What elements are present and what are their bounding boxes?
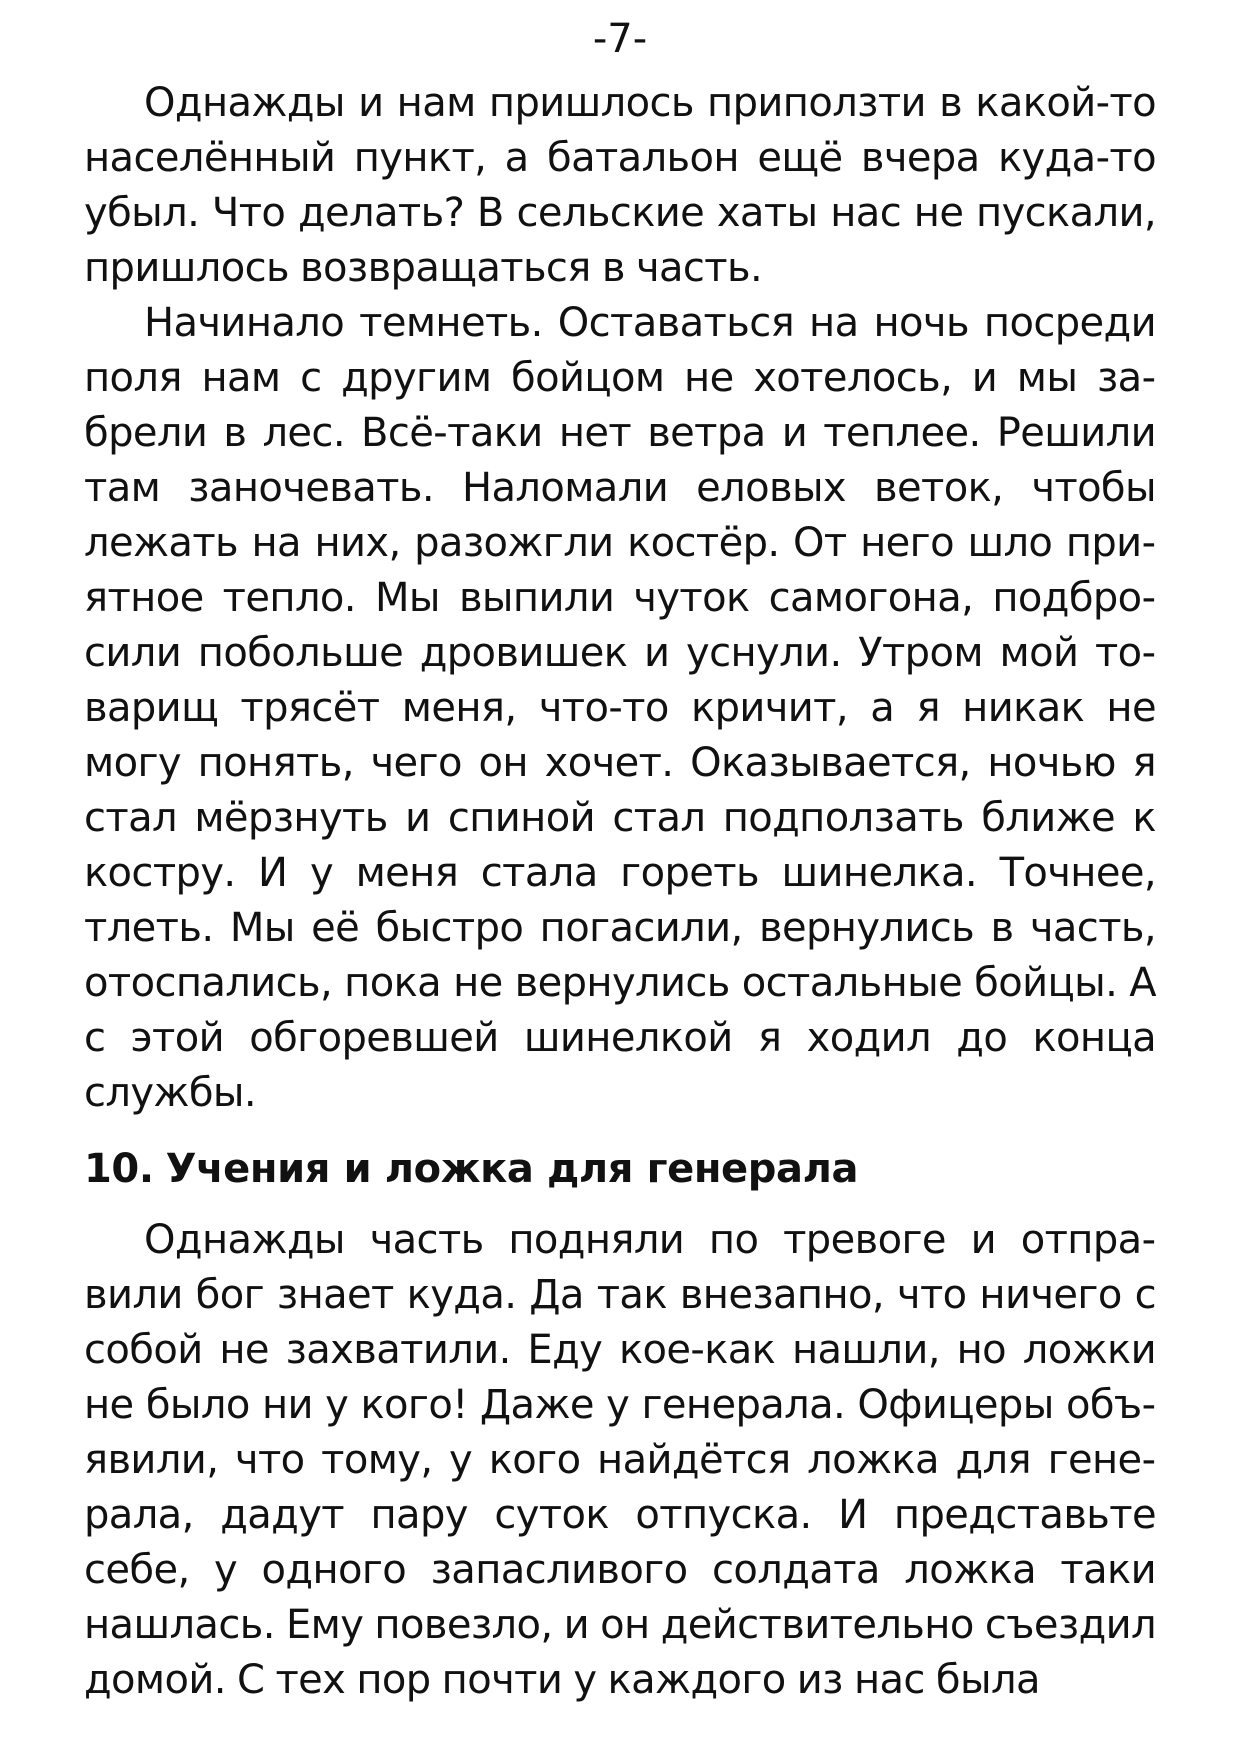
page-body	[84, 76, 1156, 1708]
paragraph-spoon: Однажды часть подняли по тревоге и отправили бог знает куда. Да так внезапно, что ничего с собой не захватили. Еду кое-как нашли, но ложки не было ни у кого! Даже у генерала. Офицеры объявили, что тому, у кого найдётся ложка для генерала, дадут пару суток отпуска. И представьте себе, у одного запасливого солдата ложка таки нашлась. Ему повезло, и он действительно съездил домой. С тех пор почти у каждого из нас была	[84, 1217, 1156, 1703]
section-number: 10.	[84, 1146, 154, 1192]
page-number: -7-	[592, 16, 648, 62]
section-heading	[84, 1139, 1156, 1199]
section-title: Учения и ложка для генерала	[165, 1146, 859, 1192]
paragraph-arrival: Однажды и нам пришлось приползти в какой-то населённый пункт, а батальон ещё вчера куда-то убыл. Что делать? В сельские хаты нас не пускали, пришлось возвращаться в часть.	[84, 80, 1156, 291]
paragraph-forest-night: Начинало темнеть. Оставаться на ночь посреди поля нам с другим бойцом не хотелось, и мы забрели в лес. Всё-таки нет ветра и теплее. Решили там заночевать. Наломали еловых веток, чтобы лежать на них, разожгли костёр. От него шло приятное тепло. Мы выпили чуток самогона, подбросили побольше дровишек и уснули. Утром мой товарищ трясёт меня, что-то кричит, а я никак не могу понять, чего он хочет. Оказывается, ночью я стал мёрзнуть и спиной стал подползать ближе к костру. И у меня стала гореть шинелка. Точнее, тлеть. Мы её быстро погасили, вернулись в часть, отоспались, пока не вернулись остальные бойцы. А с этой обгоревшей шинелкой я ходил до конца службы.	[84, 300, 1156, 1116]
